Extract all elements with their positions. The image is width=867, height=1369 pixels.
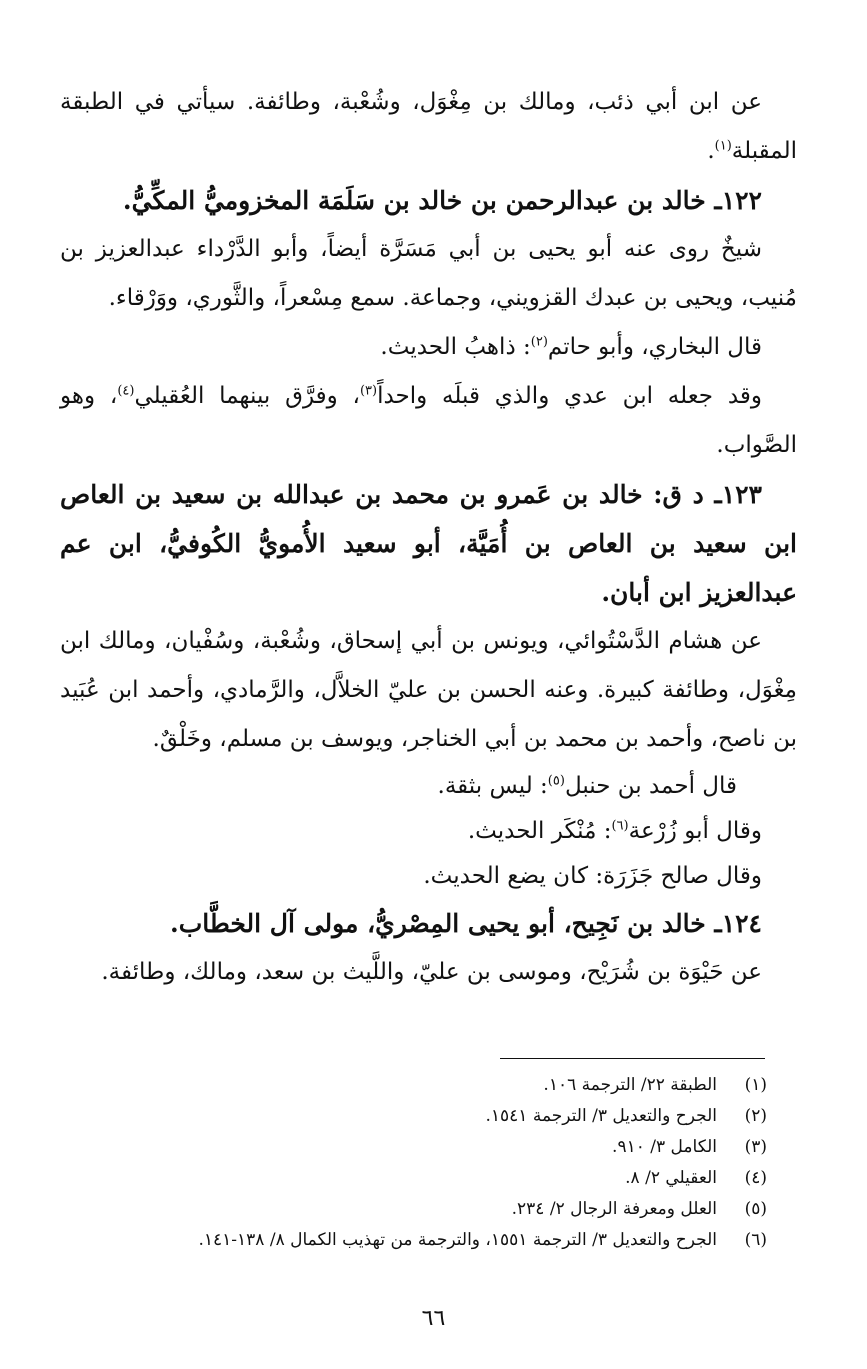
footnote-number: (٥)	[744, 1199, 767, 1219]
text-run: قال أحمد بن حنبل	[564, 773, 737, 799]
text-run: وقال أبو زُرْعة	[628, 818, 762, 844]
footnote-number: (٣)	[744, 1137, 767, 1157]
footnote-text: الجرح والتعديل ٣/ الترجمة ١٥٥١، والترجمة من تهذيب الكمال ٨/ ١٣٨-١٤١.	[198, 1230, 717, 1250]
text-run: ، وهو الصَّواب.	[60, 383, 797, 458]
text-run: : مُنْكَر الحديث.	[467, 818, 612, 844]
text-run: .	[707, 138, 715, 164]
footnote-1	[50, 1070, 767, 1101]
footnote-text: الكامل ٣/ ٩١٠.	[612, 1137, 717, 1157]
footnote-4	[50, 1163, 767, 1194]
entry-heading-124: ١٢٤ـ خالد بن نَجِيح، أبو يحيى المِصْريُّ، مولى آل الخطَّاب.	[170, 909, 762, 938]
footnote-5	[50, 1194, 767, 1225]
paragraph-122-verdict	[60, 323, 797, 372]
text-run: : ذاهبُ الحديث.	[380, 334, 531, 360]
footnote-ref: (٣)	[359, 383, 378, 399]
footnote-ref: (١)	[714, 138, 732, 154]
paragraph-121-continuation	[60, 78, 797, 176]
footnote-text: الجرح والتعديل ٣/ الترجمة ١٥٤١.	[485, 1106, 717, 1126]
text-run: قال البخاري، وأبو حاتم	[547, 334, 762, 360]
footnote-text: العلل ومعرفة الرجال ٢/ ٢٣٤.	[511, 1199, 717, 1219]
text-run: وقد جعله ابن عدي والذي قبلَه واحداً	[377, 383, 762, 409]
footnote-6	[50, 1225, 767, 1256]
footnote-ref: (٢)	[530, 334, 548, 350]
paragraph-123-narrators: عن هشام الدَّسْتُوائي، ويونس بن أبي إسحاق، وشُعْبة، وسُفْيان، ومالك ابن مِغْوَل، وطائفة كبيرة. وعنه الحسن بن عليّ الخلاَّل، والرَّمادي، وأحمد ابن عُبَيد بن ناصح، وأحمد بن محمد بن أبي الخناجر، ويوسف بن مسلم، وخَلْقٌ.	[60, 628, 797, 752]
entry-heading-122: ١٢٢ـ خالد بن عبدالرحمن بن خالد بن سَلَمَة المخزوميُّ المكِّيُّ.	[122, 186, 762, 215]
footnote-number: (٢)	[744, 1106, 767, 1126]
main-text	[60, 78, 797, 997]
page-number: ٦٦	[421, 1306, 446, 1331]
footnotes	[50, 1070, 767, 1256]
footnote-number: (٤)	[744, 1168, 767, 1188]
saying-salih: وقال صالح جَزَرَة: كان يضع الحديث.	[423, 863, 762, 889]
text-run: عن ابن أبي ذئب، ومالك بن مِغْوَل، وشُعْبة، وطائفة. سيأتي في الطبقة المقبلة	[60, 89, 797, 164]
footnote-3	[50, 1132, 767, 1163]
entry-heading-123: ١٢٣ـ د ق: خالد بن عَمرو بن محمد بن عبدالله بن سعيد بن العاص ابن سعيد بن العاص بن أُمَيَّة، أبو سعيد الأُمويُّ الكُوفيُّ، ابن عم عبدالعزيز ابن أبان.	[60, 480, 797, 607]
footnote-text: العقيلي ٢/ ٨.	[625, 1168, 717, 1188]
footnote-2	[50, 1101, 767, 1132]
paragraph-122-note	[60, 372, 797, 470]
footnote-separator	[500, 1058, 765, 1059]
paragraph-124-narrators: عن حَيْوَة بن شُرَيْح، وموسى بن عليّ، واللَّيث بن سعد، ومالك، وطائفة.	[101, 959, 762, 985]
footnote-text: الطبقة ٢٢/ الترجمة ١٠٦.	[543, 1075, 717, 1095]
footnote-ref: (٥)	[547, 773, 565, 789]
saying-abu-zura	[60, 809, 797, 854]
footnote-ref: (٦)	[611, 818, 629, 834]
text-run: : ليس بثقة.	[437, 773, 548, 799]
footnote-number: (٦)	[744, 1230, 767, 1250]
footnote-ref: (٤)	[117, 383, 135, 399]
saying-ahmad	[60, 764, 797, 809]
footnote-number: (١)	[744, 1075, 767, 1095]
text-run: ، وفرَّق بينهما العُقيلي	[134, 383, 360, 409]
paragraph-122-narrators: شيخٌ روى عنه أبو يحيى بن أبي مَسَرَّة أيضاً، وأبو الدَّرْداء عبدالعزيز بن مُنيب، ويحيى بن عبدك القزويني، وجماعة. سمع مِسْعراً، والثَّوري، ووَرْقاء.	[60, 236, 797, 311]
